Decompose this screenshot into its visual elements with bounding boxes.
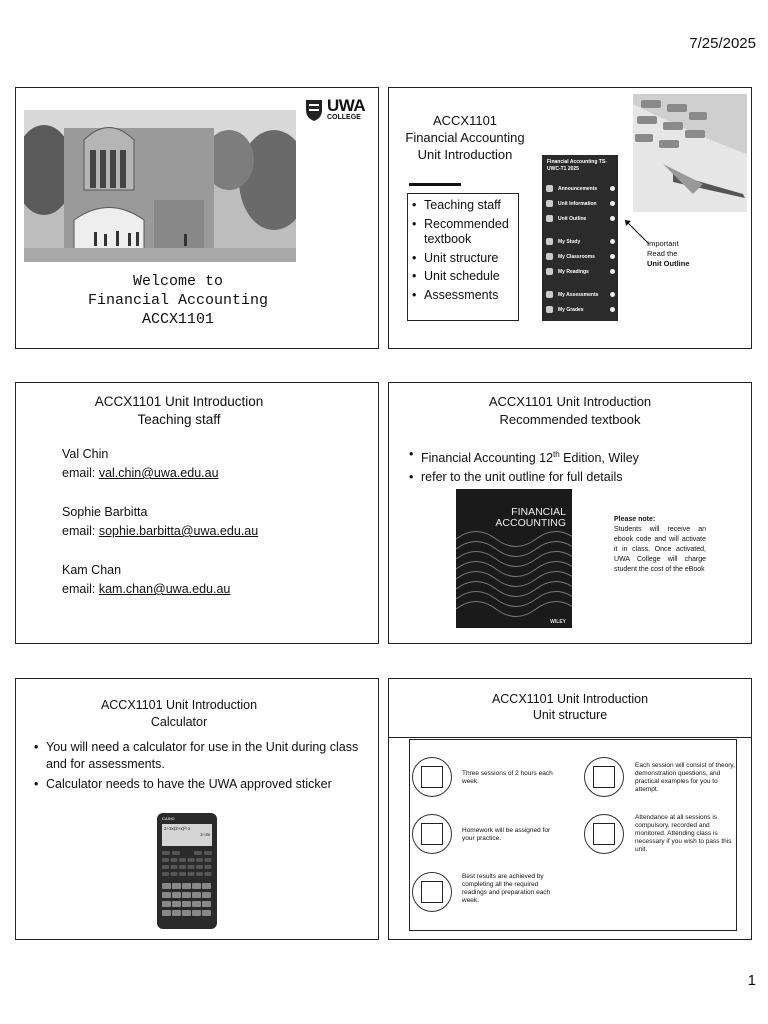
sidebar-item-my-study: My Study (542, 234, 618, 249)
slide-calculator (15, 678, 379, 940)
bullet-item: • refer to the unit outline for full details (407, 468, 737, 487)
bullet-item: • Calculator needs to have the UWA approved sticker (32, 776, 362, 793)
slide-title: ACCX1101 Unit Introduction Calculator (100, 698, 258, 729)
structure-item: Best results are achieved by completing all the required readings and preparation each week. (462, 873, 551, 904)
calculator-bullets (32, 739, 362, 793)
structure-item: Attendance at all sessions is compulsory, recorded and monitored. Attending class is necessary if you wish to pass this unit. (635, 814, 732, 853)
important-note: Important Read the Unit Outline (647, 239, 690, 268)
sidebar-item-unit-information: Unit Information (542, 196, 618, 211)
checkbox-icon (593, 766, 615, 788)
checkbox-icon (421, 823, 443, 845)
classroom-icon (546, 253, 553, 260)
uwa-college-logo: UWA COLLEGE (304, 96, 370, 126)
info-icon (546, 200, 553, 207)
calculator-photo (633, 94, 747, 212)
campus-photo (24, 110, 296, 262)
grades-icon (546, 306, 553, 313)
calculator-keypad (162, 851, 212, 925)
checkbox-circle (412, 814, 452, 854)
document-icon (546, 215, 553, 222)
sidebar-item-my-assessments: My Assessments (542, 287, 618, 302)
contents-item: • Teaching staff (410, 198, 516, 214)
cover-pattern (456, 519, 572, 619)
slide-recommended-textbook (388, 382, 752, 644)
staff-list (62, 445, 258, 599)
lms-sidebar: Financial Accounting TS- UWC-T1 2025 Announcements Unit Information Unit Outline My Study My Classrooms My Readings My Assessments My Grades (542, 155, 618, 321)
contents-item: • Unit structure (410, 251, 516, 267)
slide-teaching-staff (15, 382, 379, 644)
slide-unit-structure (388, 678, 752, 940)
ebook-note: Please note: Students will receive an ebook code and will activate it in class. Once activated, UWA College will charge student the cost of the eBook (614, 516, 706, 573)
staff-member: Kam Chan email: kam.chan@uwa.edu.au (62, 563, 231, 596)
structure-panel (409, 739, 737, 931)
checkbox-icon (593, 823, 615, 845)
crest-icon (304, 98, 324, 122)
checkbox-circle (412, 872, 452, 912)
slide-title: ACCX1101 Unit Introduction Unit structure (491, 692, 649, 722)
megaphone-icon (546, 185, 553, 192)
slide-title: Welcome to Financial Accounting ACCX1101 (87, 273, 269, 328)
folder-icon (546, 238, 553, 245)
textbook-cover: FINANCIAL ACCOUNTING WILEY (456, 489, 572, 628)
sidebar-item-my-grades: My Grades (542, 302, 618, 317)
checkbox-icon (421, 766, 443, 788)
contents-box (407, 193, 519, 321)
email-link[interactable]: sophie.barbitta@uwa.edu.au (98, 524, 259, 538)
staff-member: Val Chin email: val.chin@uwa.edu.au (62, 447, 219, 480)
sidebar-item-unit-outline: Unit Outline (542, 211, 618, 226)
slide-title: ACCX1101 Unit Introduction Recommended textbook (488, 394, 652, 427)
sidebar-item-announcements: Announcements (542, 181, 618, 196)
contents-item: • Recommended textbook (410, 217, 516, 248)
checkbox-circle (584, 757, 624, 797)
structure-item: Each session will consist of theory, demonstration questions, and practical examples for you to attempt. (635, 762, 735, 793)
page-number: 1 (747, 972, 756, 989)
contents-item: • Unit schedule (410, 269, 516, 285)
scientific-calculator-image: CASIO 2÷3x(2+x)²÷x 2÷3x (157, 813, 217, 929)
email-link[interactable]: kam.chan@uwa.edu.au (98, 582, 231, 596)
bullet-item: • You will need a calculator for use in the Unit during class and for assessments. (32, 739, 362, 773)
checkbox-circle (412, 757, 452, 797)
sidebar-item-my-readings: My Readings (542, 264, 618, 279)
checkbox-icon (421, 881, 443, 903)
slide-title: ACCX1101 Unit Introduction Teaching staff (94, 394, 264, 427)
email-link[interactable]: val.chin@uwa.edu.au (98, 466, 219, 480)
slide-title: ACCX1101 Financial Accounting Unit Introduction (405, 113, 525, 162)
checkbox-circle (584, 814, 624, 854)
title-underline (409, 183, 461, 186)
slide-unit-introduction (388, 87, 752, 349)
calculator-display: 2÷3x(2+x)²÷x 2÷3x (162, 824, 212, 846)
checklist-icon (546, 291, 553, 298)
contents-item: • Assessments (410, 288, 516, 304)
staff-member: Sophie Barbitta email: sophie.barbitta@uwa.edu.au (62, 505, 259, 538)
page-date: 7/25/2025 (689, 35, 756, 52)
sidebar-item-my-classrooms: My Classrooms (542, 249, 618, 264)
book-icon (546, 268, 553, 275)
slide-welcome (15, 87, 379, 349)
textbook-bullets (407, 445, 737, 487)
structure-item: Homework will be assigned for your practice. (462, 827, 551, 842)
structure-item: Three sessions of 2 hours each week. (462, 770, 553, 785)
bullet-item: • Financial Accounting 12th Edition, Wiley (407, 445, 737, 468)
